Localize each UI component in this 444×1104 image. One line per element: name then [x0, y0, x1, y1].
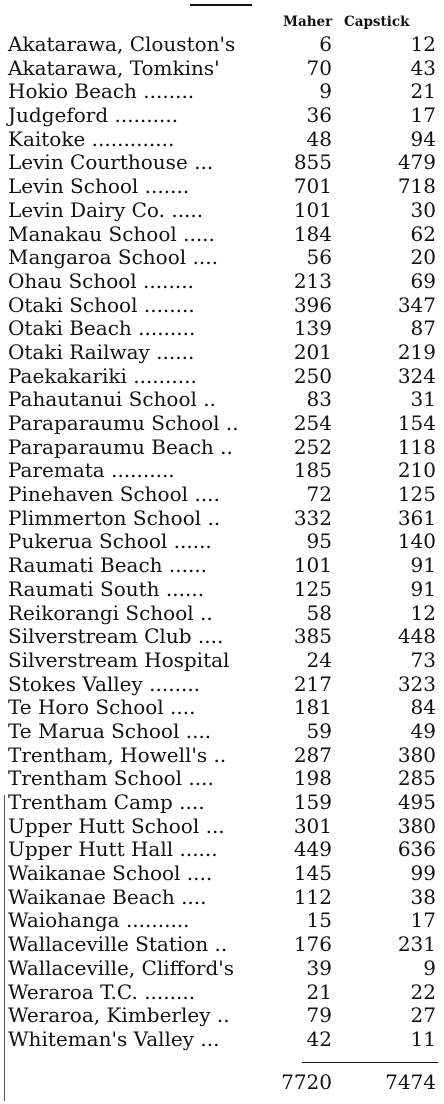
capstick-votes: 12	[410, 32, 436, 56]
polling-place-name: Whiteman's Valley ...	[8, 1026, 220, 1051]
polling-place-name: Akatarawa, Tomkins'	[8, 55, 220, 80]
column-header	[0, 14, 444, 34]
maher-votes: 125	[293, 576, 332, 601]
maher-votes: 159	[293, 790, 332, 814]
maher-votes: 217	[293, 671, 332, 696]
polling-place-name: Wallaceville Station ..	[8, 932, 228, 957]
polling-place-name: Trentham, Howell's ..	[8, 742, 227, 767]
maher-votes: 139	[293, 316, 332, 341]
polling-place-name: Plimmerton School ..	[8, 505, 221, 530]
totals-row	[0, 1069, 444, 1095]
maher-votes: 36	[306, 103, 332, 128]
table-row	[0, 412, 444, 436]
capstick-votes: 495	[397, 790, 436, 814]
table-row	[0, 602, 444, 626]
maher-votes: 185	[293, 458, 332, 483]
table-row	[0, 459, 444, 483]
table-row	[0, 696, 444, 720]
capstick-votes: 380	[397, 742, 436, 767]
capstick-votes: 91	[410, 553, 436, 578]
table-row	[0, 673, 444, 697]
capstick-votes: 21	[410, 79, 436, 104]
maher-votes: 112	[293, 884, 332, 909]
polling-place-name: Ohau School ........	[8, 268, 194, 293]
polling-place-name: Paraparaumu School ..	[8, 411, 239, 435]
table-row	[0, 436, 444, 460]
capstick-votes: 91	[410, 576, 436, 601]
table-row	[0, 294, 444, 318]
maher-votes: 176	[293, 932, 332, 957]
header-maher: Maher	[283, 14, 333, 30]
polling-place-name: Silverstream Club ....	[8, 624, 224, 649]
maher-votes: 385	[293, 624, 332, 649]
capstick-votes: 380	[397, 813, 436, 838]
total-capstick: 7474	[385, 1070, 436, 1094]
polling-place-name: Levin Courthouse ...	[8, 150, 214, 175]
maher-votes: 252	[293, 434, 332, 459]
maher-votes: 21	[306, 979, 332, 1004]
polling-place-name: Waikanae Beach ....	[8, 884, 207, 909]
maher-votes: 201	[293, 339, 332, 364]
capstick-votes: 347	[397, 292, 436, 317]
table-row	[0, 270, 444, 294]
maher-votes: 184	[293, 221, 332, 246]
total-rule	[302, 1062, 438, 1063]
capstick-votes: 17	[410, 908, 436, 933]
maher-votes: 701	[293, 174, 332, 199]
maher-votes: 79	[306, 1003, 332, 1028]
header-capstick: Capstick	[344, 14, 410, 30]
capstick-votes: 20	[410, 245, 436, 270]
polling-place-name: Kaitoke .............	[8, 126, 175, 151]
table-row	[0, 199, 444, 223]
capstick-votes: 285	[397, 766, 436, 791]
table-row	[0, 80, 444, 104]
polling-place-name: Pukerua School ......	[8, 529, 212, 554]
polling-place-name: Otaki Railway ......	[8, 339, 195, 364]
capstick-votes: 38	[410, 884, 436, 909]
polling-place-name: Akatarawa, Clouston's	[8, 32, 236, 56]
maher-votes: 145	[293, 861, 332, 886]
polling-place-name: Otaki Beach .........	[8, 316, 196, 341]
total-maher: 7720	[281, 1070, 332, 1094]
capstick-votes: 210	[397, 458, 436, 483]
capstick-votes: 361	[397, 505, 436, 530]
table-row	[0, 1004, 444, 1028]
table-row	[0, 791, 444, 815]
polling-place-name: Weraroa T.C. ........	[8, 979, 196, 1004]
capstick-votes: 12	[410, 600, 436, 625]
capstick-votes: 154	[397, 411, 436, 435]
polling-place-name: Te Horo School ....	[8, 695, 196, 720]
top-rule	[190, 4, 252, 6]
capstick-votes: 231	[397, 932, 436, 957]
capstick-votes: 22	[410, 979, 436, 1004]
maher-votes: 39	[306, 955, 332, 980]
table-row	[0, 223, 444, 247]
polling-place-name: Trentham School ....	[8, 766, 214, 791]
polling-place-name: Stokes Valley ........	[8, 671, 201, 696]
capstick-votes: 69	[410, 268, 436, 293]
table-row	[0, 649, 444, 673]
polling-place-name: Levin School .......	[8, 174, 190, 199]
maher-votes: 301	[293, 813, 332, 838]
polling-place-name: Waiohanga ..........	[8, 908, 190, 933]
maher-votes: 287	[293, 742, 332, 767]
maher-votes: 254	[293, 411, 332, 435]
capstick-votes: 636	[397, 837, 436, 862]
capstick-votes: 479	[397, 150, 436, 175]
maher-votes: 56	[306, 245, 332, 270]
table-row	[0, 341, 444, 365]
polling-place-name: Waikanae School ....	[8, 861, 213, 886]
table-row	[0, 862, 444, 886]
maher-votes: 198	[293, 766, 332, 791]
table-row	[0, 246, 444, 270]
maher-votes: 6	[319, 32, 332, 56]
table-row	[0, 933, 444, 957]
polling-place-name: Wallaceville, Clifford's	[8, 955, 235, 980]
polling-place-name: Mangaroa School ....	[8, 245, 218, 270]
table-row	[0, 578, 444, 602]
table-row	[0, 767, 444, 791]
table-row	[0, 175, 444, 199]
capstick-votes: 43	[410, 55, 436, 80]
polling-place-name: Hokio Beach ........	[8, 79, 195, 104]
capstick-votes: 11	[410, 1026, 436, 1051]
capstick-votes: 84	[410, 695, 436, 720]
table-row	[0, 317, 444, 341]
maher-votes: 24	[306, 647, 332, 672]
maher-votes: 48	[306, 126, 332, 151]
maher-votes: 15	[306, 908, 332, 933]
polling-place-name: Pinehaven School ....	[8, 482, 220, 507]
polling-place-name: Paraparaumu Beach ..	[8, 434, 233, 459]
table-row	[0, 909, 444, 933]
table-row	[0, 104, 444, 128]
capstick-votes: 73	[410, 647, 436, 672]
maher-votes: 449	[293, 837, 332, 862]
polling-place-name: Otaki School ........	[8, 292, 195, 317]
polling-place-name: Pahautanui School ..	[8, 387, 216, 412]
capstick-votes: 219	[397, 339, 436, 364]
maher-votes: 70	[306, 55, 332, 80]
maher-votes: 95	[306, 529, 332, 554]
capstick-votes: 324	[397, 363, 436, 388]
maher-votes: 855	[293, 150, 332, 175]
capstick-votes: 49	[410, 718, 436, 743]
capstick-votes: 99	[410, 861, 436, 886]
table-row	[0, 388, 444, 412]
capstick-votes: 94	[410, 126, 436, 151]
capstick-votes: 448	[397, 624, 436, 649]
table-row	[0, 957, 444, 981]
polling-place-name: Raumati South ......	[8, 576, 205, 601]
capstick-votes: 62	[410, 221, 436, 246]
maher-votes: 9	[319, 79, 332, 104]
capstick-votes: 125	[397, 482, 436, 507]
maher-votes: 181	[293, 695, 332, 720]
polling-place-name: Judgeford ..........	[8, 103, 179, 128]
table-row	[0, 151, 444, 175]
polling-place-name: Paremata ..........	[8, 458, 175, 483]
polling-place-name: Reikorangi School ..	[8, 600, 213, 625]
table-row	[0, 838, 444, 862]
polling-place-name: Te Marua School ....	[8, 718, 212, 743]
table-row	[0, 128, 444, 152]
maher-votes: 101	[293, 553, 332, 578]
capstick-votes: 30	[410, 197, 436, 222]
capstick-votes: 27	[410, 1003, 436, 1028]
maher-votes: 101	[293, 197, 332, 222]
polling-place-name: Trentham Camp ....	[8, 790, 205, 814]
table-row	[0, 57, 444, 81]
maher-votes: 58	[306, 600, 332, 625]
table-row	[0, 530, 444, 554]
table-row	[0, 483, 444, 507]
maher-votes: 332	[293, 505, 332, 530]
capstick-votes: 118	[397, 434, 436, 459]
polling-place-name: Silverstream Hospital	[8, 647, 230, 672]
polling-place-name: Weraroa, Kimberley ..	[8, 1003, 230, 1028]
maher-votes: 213	[293, 268, 332, 293]
table-row	[0, 33, 444, 57]
table-row	[0, 720, 444, 744]
capstick-votes: 17	[410, 103, 436, 128]
table-row	[0, 815, 444, 839]
capstick-votes: 140	[397, 529, 436, 554]
polling-place-name: Upper Hutt School ...	[8, 813, 225, 838]
results-table	[0, 33, 444, 1052]
maher-votes: 396	[293, 292, 332, 317]
maher-votes: 42	[306, 1026, 332, 1051]
polling-place-name: Manakau School .....	[8, 221, 215, 246]
capstick-votes: 9	[423, 955, 436, 980]
table-row	[0, 744, 444, 768]
maher-votes: 72	[306, 482, 332, 507]
table-row	[0, 554, 444, 578]
polling-place-name: Upper Hutt Hall ......	[8, 837, 218, 862]
maher-votes: 83	[306, 387, 332, 412]
table-row	[0, 981, 444, 1005]
maher-votes: 59	[306, 718, 332, 743]
table-row	[0, 625, 444, 649]
polling-place-name: Raumati Beach ......	[8, 553, 208, 578]
polling-place-name: Levin Dairy Co. .....	[8, 197, 204, 222]
capstick-votes: 718	[397, 174, 436, 199]
table-row	[0, 1028, 444, 1052]
capstick-votes: 31	[410, 387, 436, 412]
capstick-votes: 87	[410, 316, 436, 341]
table-row	[0, 365, 444, 389]
table-row	[0, 886, 444, 910]
polling-place-name: Paekakariki ..........	[8, 363, 197, 388]
table-row	[0, 507, 444, 531]
capstick-votes: 323	[397, 671, 436, 696]
maher-votes: 250	[293, 363, 332, 388]
